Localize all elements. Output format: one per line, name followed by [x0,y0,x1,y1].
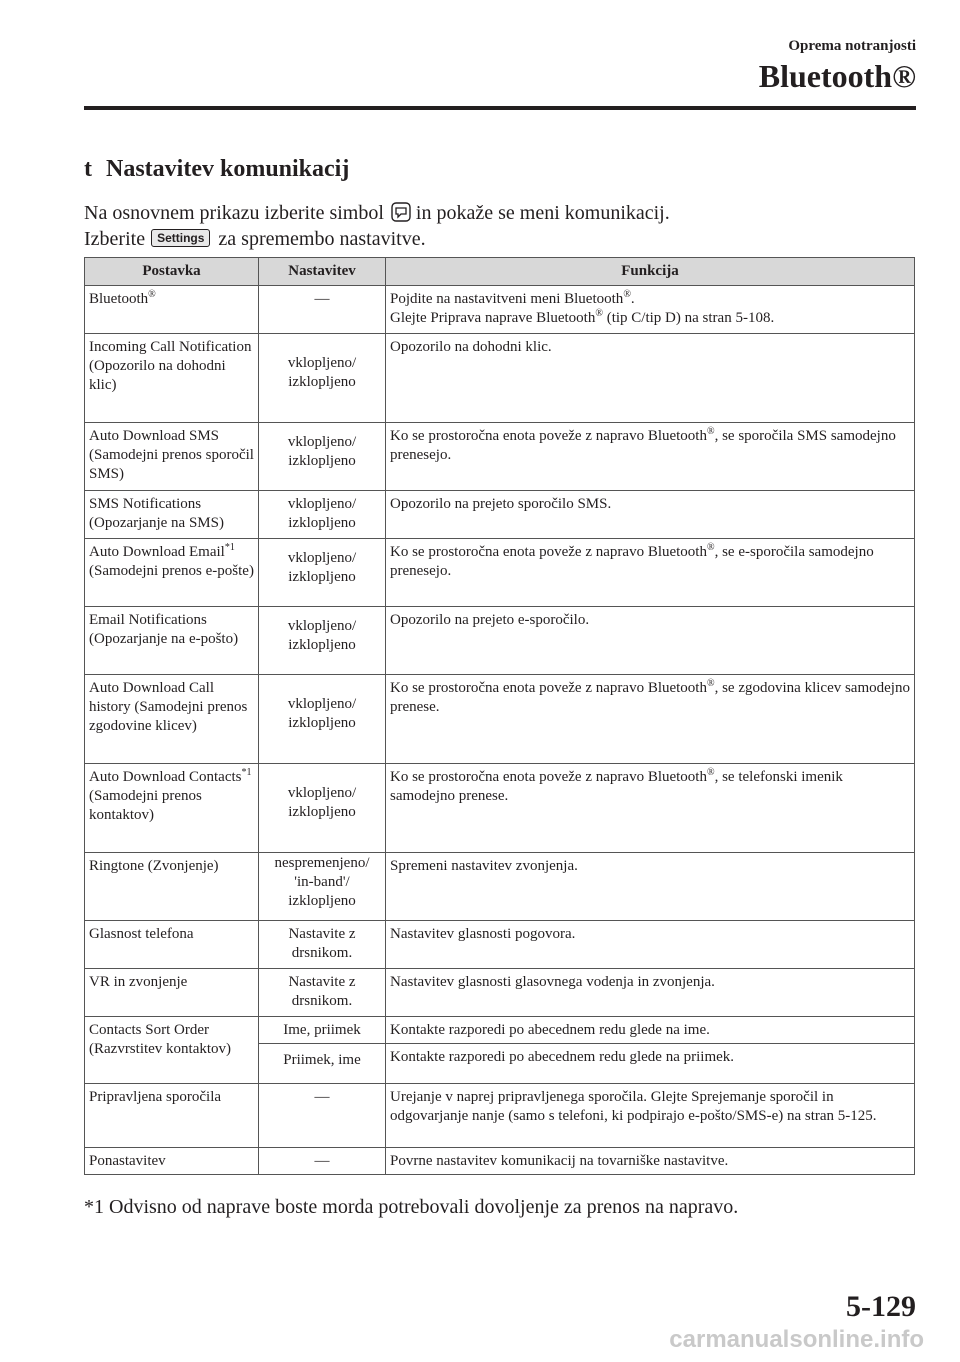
row-value: vklopljeno/ izklopljeno [259,607,386,675]
intro-line-1-start: Na osnovnem prikazu izberite simbol [84,202,384,224]
row-value: vklopljeno/ izklopljeno [259,491,386,539]
table-row [85,334,915,423]
row-function: Nastavitev glasnosti pogovora. [386,921,915,969]
settings-button-glyph: Settings [151,229,210,247]
row-value: Nastavite z drsnikom. [259,969,386,1017]
row-function-text: , se telefonski imenik samodejno prenese. [390,769,843,804]
row-item-text: (Samodejni prenos kontaktov) [89,788,202,823]
registered-mark: ® [595,308,603,319]
header-section-label: Oprema notranjosti [788,38,916,54]
header-divider [84,106,916,110]
registered-mark: ® [706,542,715,553]
registered-mark: ® [623,289,631,300]
table-row [85,1084,915,1148]
intro-line-1-end: in pokaže se meni komunikacij. [415,202,670,224]
section-heading-text: Nastavitev komunikacij [106,156,350,182]
table-row [85,491,915,539]
row-item-text: Bluetooth [89,291,149,307]
row-function: Povrne nastavitev komunikacij na tovarniške nastavitve. [386,1148,915,1175]
row-function [386,539,915,607]
row-function [386,286,915,334]
row-function-text: , se zgodovina klicev samodejno prenese. [390,680,910,715]
row-item [85,286,259,334]
row-function: Kontakte razporedi po abecednem redu glede na ime. [386,1017,915,1044]
row-function-text: Ko se prostoročna enota poveže z napravo Bluetooth [390,769,707,785]
footnote-ref: *1 [224,542,235,553]
row-item [85,539,259,607]
row-value: ― [259,1084,386,1148]
row-function: Nastavitev glasnosti glasovnega vodenja in zvonjenja. [386,969,915,1017]
row-function-text: , se e-sporočila samodejno prenesejo. [390,544,874,579]
section-heading [84,156,349,183]
row-value: vklopljeno/ izklopljeno [259,539,386,607]
intro-line-2 [84,226,924,252]
row-function-text: Ko se prostoročna enota poveže z napravo Bluetooth [390,428,707,444]
row-item: SMS Notifications (Opozarjanje na SMS) [85,491,259,539]
row-item: Contacts Sort Order (Razvrstitev kontaktov) [85,1017,259,1084]
row-value: vklopljeno/ izklopljeno [259,764,386,853]
intro-text [84,200,924,252]
footnote: *1 Odvisno od naprave boste morda potrebovali dovoljenje za prenos na napravo. [84,1196,739,1218]
section-marker: t [84,156,92,182]
row-function: Opozorilo na dohodni klic. [386,334,915,423]
row-value: vklopljeno/ izklopljeno [259,334,386,423]
row-value: Nastavite z drsnikom. [259,921,386,969]
row-item-text: (Samodejni prenos e-pošte) [89,563,254,579]
row-item: Email Notifications (Opozarjanje na e-pošto) [85,607,259,675]
row-function [386,675,915,764]
row-item: Pripravljena sporočila [85,1084,259,1148]
row-function-text: (tip C/tip D) na stran 5-108. [602,310,775,326]
table-row [85,675,915,764]
row-function [386,764,915,853]
registered-mark: ® [148,289,156,300]
row-function: Opozorilo na prejeto sporočilo SMS. [386,491,915,539]
table-row [85,423,915,491]
column-header: Nastavitev [259,258,386,286]
messages-icon [390,202,412,222]
footnote-ref: *1 [241,767,252,778]
watermark: carmanualsonline.info [669,1326,924,1353]
table-row [85,286,915,334]
row-function: Opozorilo na prejeto e-sporočilo. [386,607,915,675]
communication-settings-table [84,257,915,1175]
table-row [85,969,915,1017]
row-value: nespremenjeno/ 'in-band'/ izklopljeno [259,853,386,921]
intro-line-2-end: za spremembo nastavitve. [218,228,426,250]
table-row [85,764,915,853]
row-value: Ime, priimek [259,1017,386,1044]
column-header: Funkcija [386,258,915,286]
row-item: Ponastavitev [85,1148,259,1175]
row-item: Incoming Call Notification (Opozorilo na dohodni klic) [85,334,259,423]
table-row [85,853,915,921]
row-item: VR in zvonjenje [85,969,259,1017]
row-item: Auto Download Call history (Samodejni prenos zgodovine klicev) [85,675,259,764]
page-number: 5-129 [846,1290,916,1323]
header-title: Bluetooth® [758,58,916,94]
row-item: Ringtone (Zvonjenje) [85,853,259,921]
row-value: vklopljeno/ izklopljeno [259,423,386,491]
row-function [386,423,915,491]
row-item [85,764,259,853]
row-function-text: , se sporočila SMS samodejno prenesejo. [390,428,896,463]
row-function: Kontakte razporedi po abecednem redu glede na priimek. [386,1044,915,1084]
intro-line-2-start: Izberite [84,228,146,250]
row-item-text: Auto Download Email [89,544,225,560]
row-function-text: Pojdite na nastavitveni meni Bluetooth [390,291,624,307]
registered-mark: ® [706,426,715,437]
row-function: Spremeni nastavitev zvonjenja. [386,853,915,921]
row-function-text: Glejte Priprava naprave Bluetooth [390,310,596,326]
row-value: Priimek, ime [259,1044,386,1084]
row-function-text: . [630,291,635,307]
row-value: ― [259,286,386,334]
row-function: Urejanje v naprej pripravljenega sporočila. Glejte Sprejemanje sporočil in odgovarjanje nanje (samo s telefoni, ki podpirajo e-pošto/SMS-e) na stran 5-125. [386,1084,915,1148]
table-header-row [85,258,915,286]
table-row [85,921,915,969]
registered-mark: ® [706,678,715,689]
row-function-text: Ko se prostoročna enota poveže z napravo Bluetooth [390,544,707,560]
table-row [85,1017,915,1044]
column-header: Postavka [85,258,259,286]
table-row [85,539,915,607]
row-value: ― [259,1148,386,1175]
table-row [85,607,915,675]
registered-mark: ® [706,767,715,778]
row-function-line [390,290,910,309]
row-item: Auto Download SMS (Samodejni prenos sporočil SMS) [85,423,259,491]
row-function-text: Ko se prostoročna enota poveže z napravo Bluetooth [390,680,707,696]
row-function-line [390,309,910,328]
intro-line-1 [84,200,924,226]
table-row [85,1148,915,1175]
row-item: Glasnost telefona [85,921,259,969]
row-value: vklopljeno/ izklopljeno [259,675,386,764]
row-item-text: Auto Download Contacts [89,769,242,785]
